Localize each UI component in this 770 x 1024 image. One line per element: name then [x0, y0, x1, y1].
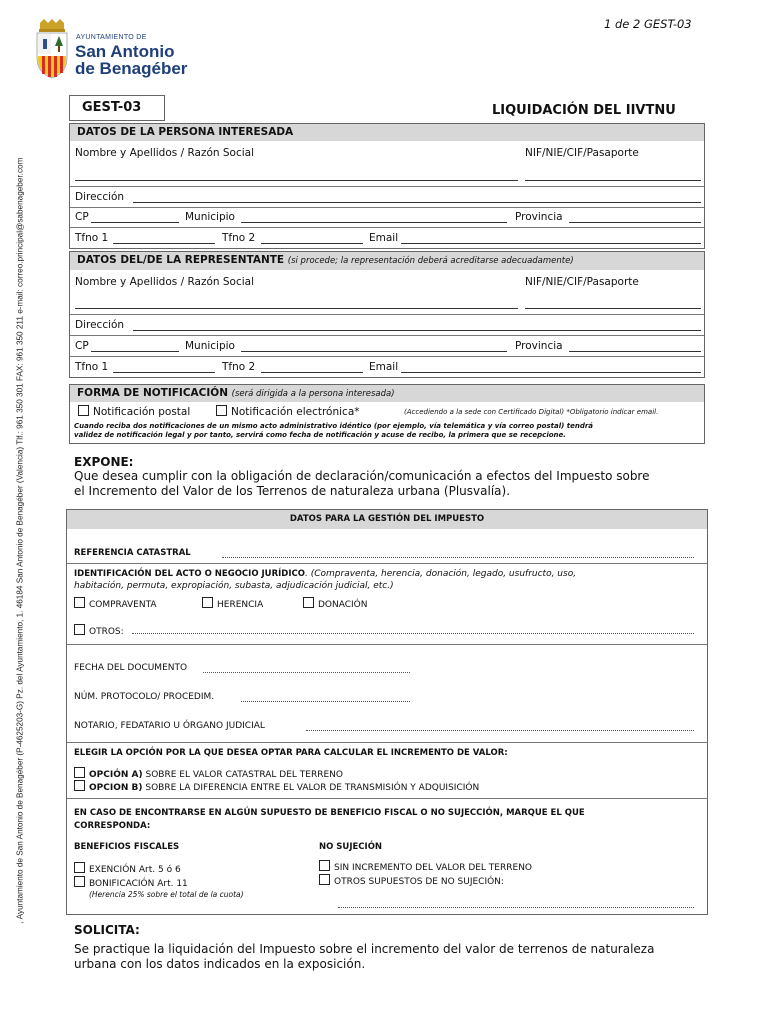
no-sujecion-label: NO SUJECIÓN — [319, 842, 383, 852]
sin-incremento-option[interactable] — [319, 860, 532, 873]
notificacion-disclaimer-1: Cuando reciba dos notificaciones de un mismo acto administrativo idéntico (por ejemplo, vía telemática y vía correo postal) tendrá — [74, 422, 594, 430]
exencion-checkbox[interactable] — [74, 862, 85, 873]
opcion-a-text: SOBRE EL VALOR CATASTRAL DEL TERRENO — [145, 770, 343, 780]
representante-header — [70, 252, 704, 270]
herencia-option[interactable] — [202, 597, 263, 610]
notificacion-header — [70, 385, 704, 402]
representante-tfno1-field[interactable] — [113, 372, 215, 373]
herencia-checkbox[interactable] — [202, 597, 213, 608]
expone-title: EXPONE: — [74, 455, 134, 469]
logo-line3: de Benagéber — [75, 59, 188, 78]
interesada-name-field[interactable] — [75, 180, 518, 181]
expone-text-1: Que desea cumplir con la obligación de declaración/comunicación a efectos del Impuesto sobre — [74, 469, 650, 483]
interesada-cp-field[interactable] — [91, 222, 179, 223]
opcion-a-bold: OPCIÓN A) — [89, 770, 143, 780]
exencion-label: EXENCIÓN Art. 5 ó 6 — [89, 865, 181, 875]
representante-nif-label: NIF/NIE/CIF/Pasaporte — [525, 276, 639, 288]
solicita-text-1: Se practique la liquidación del Impuesto sobre el incremento del valor de terrenos de naturaleza — [74, 942, 655, 956]
sin-incremento-checkbox[interactable] — [319, 860, 330, 871]
bonificacion-label: BONIFICACIÓN Art. 11 — [89, 879, 188, 889]
otros-supuestos-label: OTROS SUPUESTOS DE NO SUJECIÓN: — [334, 877, 504, 887]
representante-tfno2-label: Tfno 2 — [222, 361, 256, 373]
otros-label: OTROS: — [89, 627, 124, 637]
opcion-a-option[interactable] — [74, 767, 343, 780]
notario-field[interactable] — [306, 730, 694, 731]
notificacion-postal-label: Notificación postal — [93, 406, 191, 418]
ref-catastral-label: REFERENCIA CATASTRAL — [74, 548, 191, 558]
representante-name-field[interactable] — [75, 308, 518, 309]
donacion-checkbox[interactable] — [303, 597, 314, 608]
representante-nif-field[interactable] — [525, 308, 701, 309]
otros-field[interactable] — [132, 633, 694, 634]
interesada-tfno1-field[interactable] — [113, 243, 215, 244]
beneficios-fiscales-label: BENEFICIOS FISCALES — [74, 842, 180, 852]
notificacion-disclaimer-2: validez de notificación legal y por tanto, servirá como fecha de notificación y acuse de recibo, la primera que se recepcione. — [74, 431, 566, 439]
representante-provincia-field[interactable] — [569, 351, 701, 352]
opcion-title: ELEGIR LA OPCIÓN POR LA QUE DESEA OPTAR PARA CALCULAR EL INCREMENTO DE VALOR: — [74, 748, 508, 758]
interesada-municipio-field[interactable] — [241, 222, 507, 223]
notificacion-electronica-option[interactable] — [216, 405, 360, 418]
otros-checkbox[interactable] — [74, 624, 85, 635]
otros-supuestos-option[interactable] — [319, 874, 504, 887]
representante-email-field[interactable] — [401, 372, 701, 373]
opcion-b-checkbox[interactable] — [74, 780, 85, 791]
form-code: GEST-03 — [82, 100, 142, 115]
representante-email-label: Email — [369, 361, 399, 373]
representante-cp-label: CP — [75, 340, 89, 352]
fecha-doc-field[interactable] — [203, 672, 410, 673]
interesada-address-field[interactable] — [133, 202, 701, 203]
notificacion-title: FORMA DE NOTIFICACIÓN — [77, 387, 228, 399]
fecha-doc-label: FECHA DEL DOCUMENTO — [74, 663, 188, 673]
herencia-label: HERENCIA — [217, 600, 264, 610]
protocolo-label: NÚM. PROTOCOLO/ PROCEDIM. — [74, 692, 215, 702]
representante-name-label: Nombre y Apellidos / Razón Social — [75, 276, 254, 288]
representante-tfno2-field[interactable] — [261, 372, 363, 373]
id-acto-title: IDENTIFICACIÓN DEL ACTO O NEGOCIO JURÍDICO — [74, 569, 305, 579]
page-info: 1 de 2 GEST-03 — [604, 17, 692, 31]
donacion-label: DONACIÓN — [318, 600, 368, 610]
otros-supuestos-checkbox[interactable] — [319, 874, 330, 885]
interesada-tfno2-label: Tfno 2 — [222, 232, 256, 244]
exencion-option[interactable] — [74, 862, 181, 875]
representante-address-label: Dirección — [75, 319, 125, 331]
representante-address-field[interactable] — [133, 330, 701, 331]
representante-municipio-field[interactable] — [241, 351, 507, 352]
bonificacion-option[interactable] — [74, 876, 188, 889]
representante-tfno1-label: Tfno 1 — [75, 361, 109, 373]
form-title: LIQUIDACIÓN DEL IIVTNU — [492, 103, 676, 118]
gestion-title: DATOS PARA LA GESTIÓN DEL IMPUESTO — [289, 514, 485, 524]
interesada-provincia-label: Provincia — [515, 211, 563, 223]
notificacion-postal-checkbox[interactable] — [78, 405, 89, 416]
compraventa-label: COMPRAVENTA — [89, 600, 157, 610]
compraventa-option[interactable] — [74, 597, 157, 610]
donacion-option[interactable] — [303, 597, 368, 610]
ref-catastral-field[interactable] — [222, 557, 694, 558]
interesada-email-field[interactable] — [401, 243, 701, 244]
bonificacion-checkbox[interactable] — [74, 876, 85, 887]
id-acto-line-1 — [74, 569, 576, 579]
solicita-title: SOLICITA: — [74, 923, 140, 937]
interesada-name-label: Nombre y Apellidos / Razón Social — [75, 147, 254, 159]
representante-note: (si procede; la representación deberá acreditarse adecuadamente) — [287, 256, 574, 266]
expone-text-2: el Incremento del Valor de los Terrenos de naturaleza urbana (Plusvalía). — [74, 484, 511, 498]
notificacion-electronica-label: Notificación electrónica* — [231, 406, 360, 418]
interesada-municipio-label: Municipio — [185, 211, 235, 223]
representante-provincia-label: Provincia — [515, 340, 563, 352]
interesada-email-label: Email — [369, 232, 399, 244]
side-address-text: , Ayuntamiento de San Antonio de Benagéber (P-4625203-G) Pz. del Ayuntamiento, 1. 46184 San Antonio de Benagéber (Valencia) Tlf.: 961 350 301 FAX: 961 350 211 e-mail: correo.principal@sabenageber.com — [15, 157, 25, 924]
opcion-b-option[interactable] — [74, 780, 479, 793]
bonificacion-note: (Herencia 25% sobre el total de la cuota) — [89, 890, 244, 899]
opcion-a-checkbox[interactable] — [74, 767, 85, 778]
protocolo-field[interactable] — [241, 701, 410, 702]
notificacion-note: (será dirigida a la persona interesada) — [231, 389, 395, 399]
notificacion-postal-option[interactable] — [78, 405, 190, 418]
representante-municipio-label: Municipio — [185, 340, 235, 352]
coat-of-arms-icon — [34, 19, 70, 79]
interesada-cp-label: CP — [75, 211, 89, 223]
interesada-title: DATOS DE LA PERSONA INTERESADA — [70, 124, 704, 141]
opcion-b-bold: OPCION B) — [89, 783, 143, 793]
sin-incremento-label: SIN INCREMENTO DEL VALOR DEL TERRENO — [334, 863, 533, 873]
otros-supuestos-field[interactable] — [338, 907, 694, 908]
interesada-nif-label: NIF/NIE/CIF/Pasaporte — [525, 147, 639, 159]
interesada-nif-field[interactable] — [525, 180, 701, 181]
logo-line1: AYUNTAMIENTO DE — [76, 34, 147, 41]
id-acto-note-1: . (Compraventa, herencia, donación, legado, usufructo, uso, — [304, 569, 577, 579]
notario-label: NOTARIO, FEDATARIO U ÓRGANO JUDICIAL — [74, 721, 265, 731]
representante-title: DATOS DEL/DE LA REPRESENTANTE — [77, 254, 285, 266]
compraventa-checkbox[interactable] — [74, 597, 85, 608]
id-acto-note-2: habitación, permuta, expropiación, subasta, adjudicación judicial, etc.) — [74, 581, 394, 591]
beneficio-title-2: CORRESPONDA: — [74, 821, 151, 831]
opcion-b-text: SOBRE LA DIFERENCIA ENTRE EL VALOR DE TRANSMISIÓN Y ADQUISICIÓN — [145, 783, 480, 793]
logo-line2: San Antonio — [75, 42, 175, 61]
interesada-provincia-field[interactable] — [569, 222, 701, 223]
interesada-tfno1-label: Tfno 1 — [75, 232, 109, 244]
notificacion-electronica-note: (Accediendo a la sede con Certificado Digital) *Obligatorio indicar email. — [404, 408, 659, 416]
interesada-address-label: Dirección — [75, 191, 125, 203]
otros-option[interactable] — [74, 624, 124, 637]
notificacion-electronica-checkbox[interactable] — [216, 405, 227, 416]
solicita-text-2: urbana con los datos indicados en la exposición. — [74, 957, 366, 971]
beneficio-title-1: EN CASO DE ENCONTRARSE EN ALGÚN SUPUESTO DE BENEFICIO FISCAL O NO SUJECCIÓN, MARQUE EL QUE — [74, 808, 585, 818]
representante-cp-field[interactable] — [91, 351, 179, 352]
interesada-tfno2-field[interactable] — [261, 243, 363, 244]
